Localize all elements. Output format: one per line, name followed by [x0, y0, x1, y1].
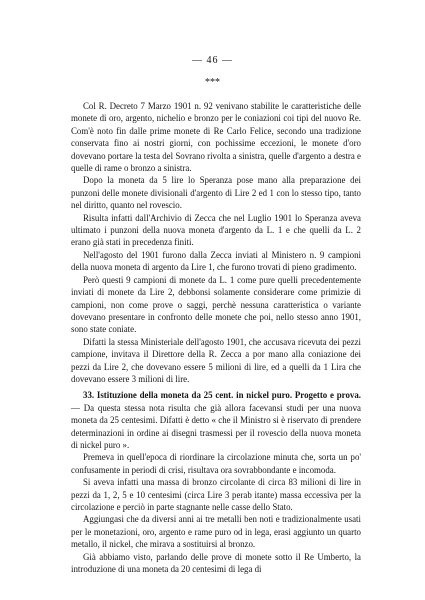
paragraph-1: Col R. Decreto 7 Marzo 1901 n. 92 venivano stabilite le caratteristiche delle monete di oro, argento, nichelio e bronzo per le coniazioni coi tipi del nuovo Re. Com'è noto fin dalle prime monete di Re Carlo Felice, secondo una tradizione conservata fino ai nostri giorni, con pochissime eccezioni, le monete d'oro dovevano portare la testa del Sovrano rivolta a sinistra, quelle d'argento a destra e quelle di rame o bronzo a sinistra.: [71, 101, 361, 174]
section-33-paragraph: [71, 389, 361, 451]
page-body: [71, 100, 361, 575]
asterism-divider: ***: [205, 77, 220, 88]
paragraph-3: Risulta infatti dall'Archivio di Zecca che nel Luglio 1901 lo Speranza aveva ultimato i punzoni della nuova moneta d'argento da L. 1 e che quelli da L. 2 erano già stati in precedenza finiti.: [71, 212, 361, 248]
paragraph-4: Nell'agosto del 1901 furono dalla Zecca inviati al Ministero n. 9 campioni della nuova moneta di argento da Lire 1, che furono trovati di pieno gradimento.: [71, 249, 361, 273]
paragraph-10: Aggiungasi che da diversi anni ai tre metalli ben noti e tradizionalmente usati per le monetazioni, oro, argento e rame puro od in lega, erasi aggiunto un quarto metallo, il nickel, che mirava a sostituirsi al bronzo.: [71, 514, 361, 550]
paragraph-6: Difatti la stessa Ministeriale dell'agosto 1901, che accusava ricevuta dei pezzi campione, invitava il Direttore della R. Zecca a por mano alla coniazione dei pezzi da Lire 2, che dovevano essere 5 milioni di lire, ed a quelli da 1 Lira che dovevano essere 3 milioni di lire.: [71, 336, 361, 384]
paragraph-9: Si aveva infatti una massa di bronzo circolante di circa 83 milioni di lire in pezzi da 1, 2, 5 e 10 centesimi (circa Lire 3 perab itante) massa eccessiva per la circolazione e perciò in parte stagnante nelle casse dello Stato.: [71, 477, 361, 512]
section-heading: 33. Istituzione della moneta da 25 cent. in nickel puro. Progetto e prova.: [83, 390, 361, 401]
page-number: — 46 —: [192, 55, 233, 66]
paragraph-2: Dopo la moneta da 5 lire lo Speranza pose mano alla preparazione dei punzoni delle monete divisionali d'argento di Lire 2 ed 1 con lo stesso tipo, tanto nel diritto, quanto nel rovescio.: [71, 175, 361, 211]
paragraph-5: Però questi 9 campioni di monete da L. 1 come pure quelli precedentemente inviati di monete da Lire 2, debbonsi solamente considerare come primizie di campioni, non come prove o saggi, perchè nessuna caratteristica o variante dovevano presentare in confronto delle monete che poi, nello stesso anno 1901, sono state coniate.: [71, 274, 361, 335]
paragraph-11: Già abbiamo visto, parlando delle prove di monete sotto il Re Umberto, la introduzione di una moneta da 20 centesimi di lega di: [71, 551, 361, 575]
paragraph-8: Premeva in quell'epoca di riordinare la circolazione minuta che, sorta un po' confusamente in periodi di crisi, risultava ora sovrabbondante e incomoda.: [71, 452, 361, 475]
section-text: — Da questa stessa nota risulta che già allora facevansi studi per una nuova moneta da 25 centesimi. Difatti è detto « che il Ministro si è riservato di prendere determinazioni in ordine ai disegni trasmessi per il rovescio della nuova moneta di nickel puro ».: [71, 402, 361, 450]
